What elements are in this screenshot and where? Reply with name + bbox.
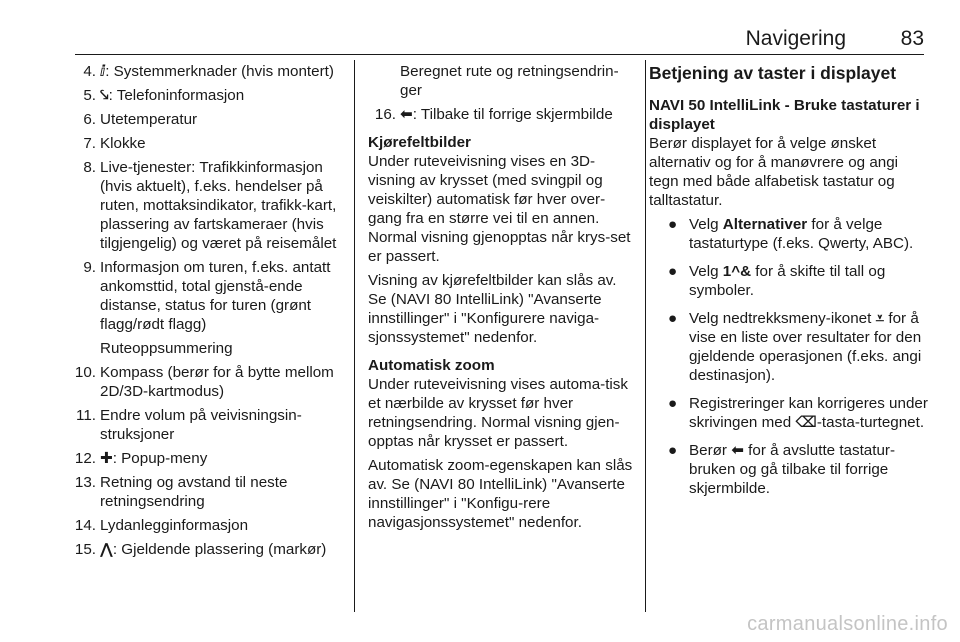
section-heading: Betjening av taster i displayet (649, 63, 897, 83)
continued-text: Beregnet rute og retningsendrin-ger (400, 63, 619, 99)
list-item (68, 158, 340, 253)
item-icon: ⋀ (100, 541, 113, 558)
bullet-strong: ⩡ (875, 310, 885, 327)
bullet-pre: Velg (689, 263, 723, 280)
list-item (68, 449, 340, 468)
item-number: 15. (74, 541, 96, 558)
item-text: Informasjon om turen, f.eks. antatt ankomsttid, total gjenstå-ende distanse, status for turen (grønt flagg/rødt flagg) (100, 259, 331, 333)
header-rule (75, 54, 924, 55)
list-item (68, 406, 340, 444)
item-icon: ⅈ (100, 63, 106, 80)
bullet-post: for å skifte til tall og symboler. (689, 263, 886, 299)
bullet-list (649, 215, 931, 498)
item-number: 5. (83, 87, 96, 104)
item-icon: ⤥ (100, 87, 109, 104)
item-text: : Popup-meny (112, 450, 208, 467)
column-3 (649, 62, 931, 507)
bullet-strong: ⌫ (795, 414, 817, 431)
bullet-pre: Velg (689, 216, 723, 233)
bullet-post: for å vise en liste over resultater for den gjeldende operasjonen (f.eks. angi destinasjon). (689, 310, 922, 384)
bullet-strong: 1^& (722, 263, 752, 280)
section-title: Navigering (745, 27, 846, 50)
item-text: : Tilbake til forrige skjermbilde (412, 106, 613, 123)
list-item (68, 540, 340, 559)
column-1 (68, 62, 340, 564)
bullet-item (649, 441, 931, 498)
list-item (68, 110, 340, 129)
item-number: 14. (74, 517, 96, 534)
auto-zoom-heading: Automatisk zoom (368, 357, 495, 374)
subsection-heading: NAVI 50 IntelliLink - Bruke tastaturer i displayet (649, 97, 920, 133)
item-number: 12. (74, 450, 96, 467)
bullet-strong: Alternativer (722, 216, 808, 233)
item-text: Endre volum på veivisningsin-struksjoner (100, 407, 302, 443)
item-number: 13. (74, 474, 96, 491)
bullet-pre: Berør (689, 442, 732, 459)
bullet-item (649, 309, 931, 385)
item-number: 8. (83, 159, 96, 176)
list-item (68, 473, 340, 511)
lane-images-paragraph-2: Visning av kjørefeltbilder kan slås av. Se (NAVI 80 IntelliLink) "Avanserte innstillinger" i "Konfigurere naviga-sjonssystemet" nedenfor. (368, 272, 617, 346)
bullet-dot-icon: ● (668, 263, 678, 280)
bullet-item (649, 215, 931, 253)
item-text: : Systemmerknader (hvis montert) (105, 63, 334, 80)
lane-images-heading: Kjørefeltbilder (368, 134, 471, 151)
list-item (68, 86, 340, 105)
bullet-post: for å velge tastaturtype (f.eks. Qwerty, ABC). (689, 216, 914, 252)
list-item (68, 516, 340, 535)
item-text: : Gjeldende plassering (markør) (112, 541, 327, 558)
list-item (68, 363, 340, 401)
item-number: 16. (374, 106, 396, 123)
list-item (68, 62, 340, 81)
column-divider-1 (354, 60, 355, 612)
bullet-post: for å avslutte tastatur-bruken og gå tilbake til forrige skjermbilde. (689, 442, 896, 497)
bullet-item (649, 394, 931, 432)
bullet-dot-icon: ● (668, 216, 678, 233)
list-item (68, 258, 340, 334)
item-text: Lydanlegginformasjon (100, 517, 249, 534)
item-text: Live-tjenester: Trafikkinformasjon (hvis aktuelt), f.eks. hendelser på ruten, mottaksindikator, trafikk-kart, plassering av fartskameraer (hvis tilgjengelig) og været på reisemålet (100, 159, 337, 252)
bullet-dot-icon: ● (668, 442, 678, 459)
item-number: 6. (83, 111, 96, 128)
item-number: 11. (76, 407, 96, 424)
item-text: Klokke (100, 135, 146, 152)
column-divider-2 (645, 60, 646, 612)
bullet-pre: Velg nedtrekksmeny-ikonet (689, 310, 876, 327)
item-icon: ✚ (100, 450, 113, 467)
bullet-dot-icon: ● (668, 310, 678, 327)
item-number: 10. (74, 364, 96, 381)
list-item (68, 134, 340, 153)
item-number: 7. (83, 135, 96, 152)
auto-zoom-paragraph-1: Under ruteveivisning vises automa-tisk et nærbilde av krysset før hver retningsendring. Normal visning gjen-opptas når krysset er passert. (368, 376, 628, 450)
bullet-dot-icon: ● (668, 395, 678, 412)
item-text: Utetemperatur (100, 111, 198, 128)
numbered-list-continued (68, 363, 340, 559)
item-number: 9. (83, 259, 96, 276)
item-text: Kompass (berør for å bytte mellom 2D/3D-kartmodus) (100, 364, 334, 400)
item-text: Retning og avstand til neste retningsendring (100, 474, 288, 510)
page-header (0, 27, 960, 53)
numbered-list (68, 62, 340, 334)
watermark: carmanualsonline.info (747, 613, 948, 635)
bullet-post: -tasta-turtegnet. (816, 414, 925, 431)
bullet-item (649, 262, 931, 300)
list-item-16 (368, 105, 636, 124)
bullet-strong: ⬅ (731, 442, 744, 459)
sub-text: Ruteoppsummering (100, 340, 233, 357)
intro-paragraph: Berør displayet for å velge ønsket alternativ og for å manøvrere og angi tegn med både alfabetisk tastatur og talltastatur. (649, 135, 899, 209)
lane-images-paragraph-1: Under ruteveivisning vises en 3D-visning av krysset (med svingpil og veiskilter) automatisk før hver over-gang fra en større vei til en annen. Normal visning gjenopptas når krys-set er passert. (368, 153, 631, 265)
page-number: 83 (900, 27, 924, 50)
back-arrow-icon: ⬅ (400, 106, 413, 123)
item-number: 4. (83, 63, 96, 80)
auto-zoom-paragraph-2: Automatisk zoom-egenskapen kan slås av. Se (NAVI 80 IntelliLink) "Avanserte innstillinger" i "Konfigu-rere navigasjonssystemet" nedenfor. (368, 457, 633, 531)
bullet-pre: Registreringer kan korrigeres under skrivingen med (689, 395, 928, 431)
column-2 (368, 62, 636, 537)
item-text: : Telefoninformasjon (108, 87, 245, 104)
